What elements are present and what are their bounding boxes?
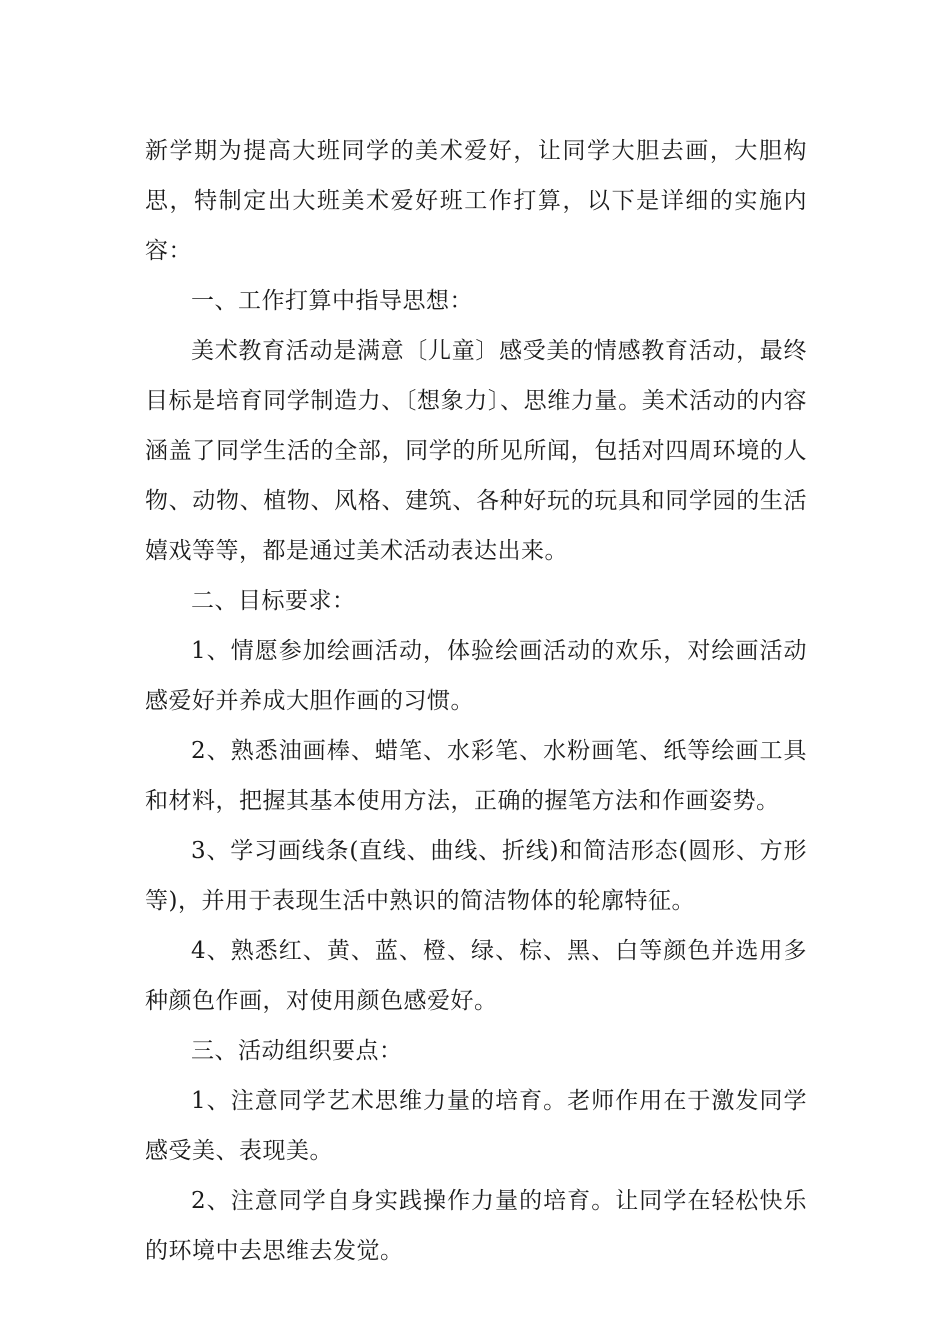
goal-item-3: 3、学习画线条(直线、曲线、折线)和简洁形态(圆形、方形等)，并用于表现生活中熟识的简洁物体的轮廓特征。	[145, 838, 807, 914]
goal-item-4: 4、熟悉红、黄、蓝、橙、绿、棕、黑、白等颜色并选用多种颜色作画，对使用颜色感爱好。	[145, 938, 807, 1014]
guiding-thought-paragraph: 美术教育活动是满意〔儿童〕感受美的情感教育活动，最终目标是培育同学制造力、〔想象力〕、思维力量。美术活动的内容涵盖了同学生活的全部，同学的所见所闻，包括对四周环境的人物、动物、植物、风格、建筑、各种好玩的玩具和同学园的生活嬉戏等等，都是通过美术活动表达出来。	[145, 338, 807, 564]
goal-item-1: 1、情愿参加绘画活动，体验绘画活动的欢乐，对绘画活动感爱好并养成大胆作画的习惯。	[145, 638, 807, 714]
section-heading-activity-points: 三、活动组织要点：	[191, 1038, 403, 1064]
section-heading-goals: 二、目标要求：	[191, 588, 356, 614]
document-body	[145, 126, 807, 1276]
section-heading-guiding-thought: 一、工作打算中指导思想：	[191, 288, 473, 314]
goal-item-2: 2、熟悉油画棒、蜡笔、水彩笔、水粉画笔、纸等绘画工具和材料，把握其基本使用方法，正确的握笔方法和作画姿势。	[145, 738, 807, 814]
activity-point-1: 1、注意同学艺术思维力量的培育。老师作用在于激发同学感受美、表现美。	[145, 1088, 807, 1164]
intro-paragraph: 新学期为提高大班同学的美术爱好，让同学大胆去画，大胆构思，特制定出大班美术爱好班工作打算，以下是详细的实施内容：	[145, 138, 807, 264]
activity-point-2: 2、注意同学自身实践操作力量的培育。让同学在轻松快乐的环境中去思维去发觉。	[145, 1188, 807, 1264]
